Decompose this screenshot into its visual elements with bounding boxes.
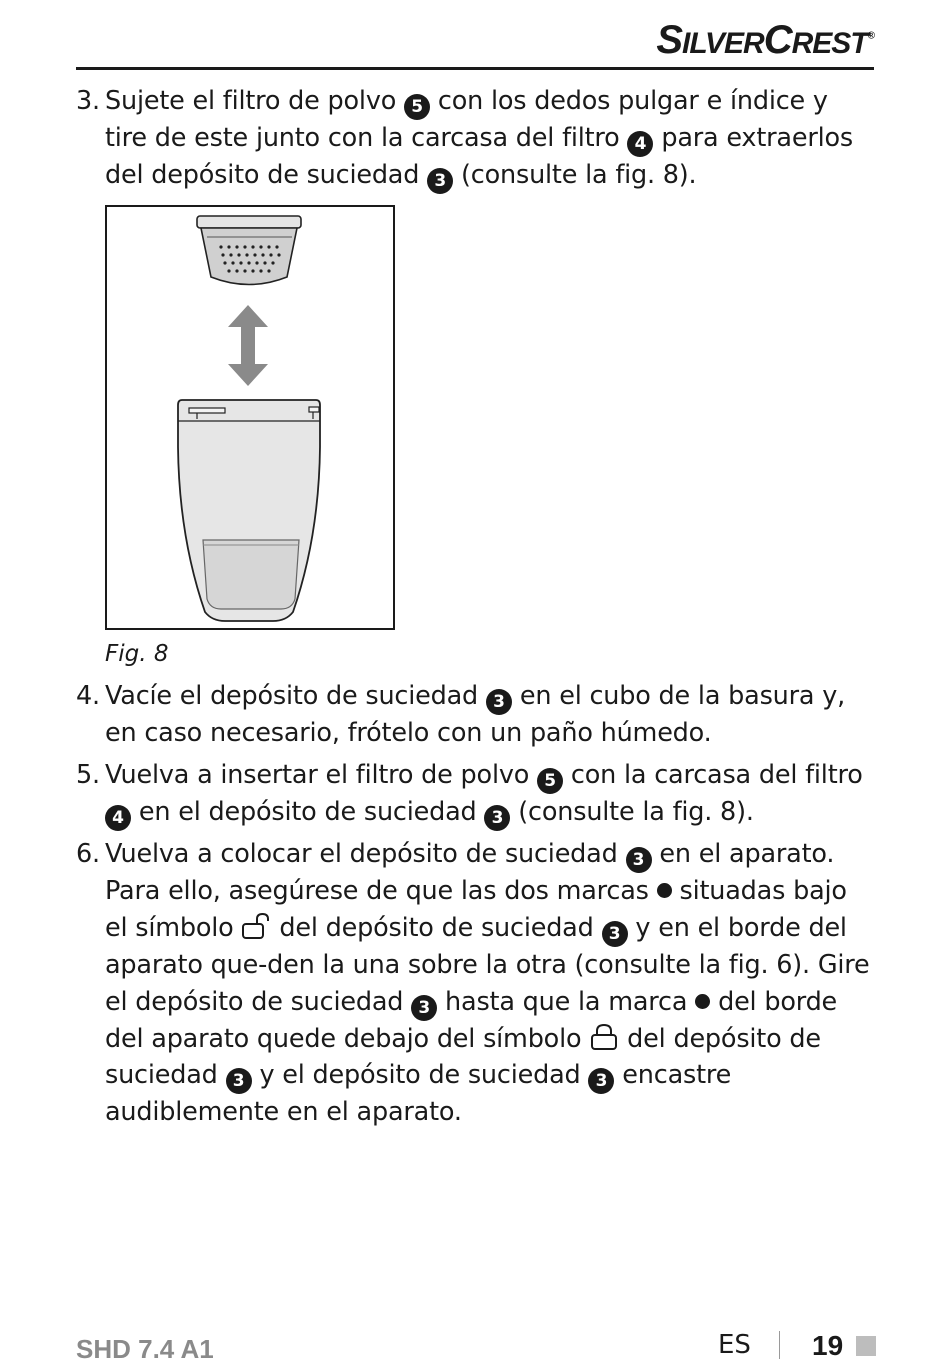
text-run: con los dedos pulgar e índice y tire de este junto con la carcasa del filtro [105, 86, 828, 153]
page-number: 19 [812, 1330, 844, 1361]
ref-badge: 3 [602, 921, 628, 947]
text-run: Vacíe el depósito de suciedad [105, 681, 486, 711]
ref-badge: 3 [484, 805, 510, 831]
header-rule [76, 67, 874, 70]
step-number: 3. [76, 86, 100, 116]
step-5 [76, 757, 876, 831]
step-number: 5. [76, 760, 100, 790]
step-3 [76, 83, 876, 194]
ref-badge: 4 [105, 805, 131, 831]
ref-badge: 3 [226, 1068, 252, 1094]
text-run: hasta que la marca [437, 986, 696, 1017]
text-run: y en el borde del aparato que-den la una sobre la otra (consulte la fig. 6). Gire el depósito de suciedad [105, 912, 870, 1017]
footer-language: ES [718, 1330, 751, 1360]
ref-badge: 4 [627, 131, 653, 157]
step-number: 6. [76, 839, 100, 869]
text-run: en el aparato. Para ello, asegúrese de que las dos marcas [105, 839, 835, 906]
text-run: Sujete el filtro de polvo [105, 86, 405, 116]
figure-8 [105, 205, 395, 630]
step-text [105, 836, 876, 1131]
text-run: del depósito de suciedad [271, 912, 602, 943]
ref-badge: 3 [427, 168, 453, 194]
text-run: en el depósito de suciedad [131, 797, 485, 827]
step-4 [76, 678, 876, 752]
text-run: (consulte la fig. 8). [453, 160, 697, 190]
page-marker-square [856, 1336, 876, 1356]
brand-logo [656, 18, 874, 63]
brand-letters: ILVER [682, 27, 764, 60]
step-text [105, 757, 876, 831]
step-number: 4. [76, 681, 100, 711]
footer-separator [779, 1331, 780, 1359]
brand-letters: REST [791, 27, 868, 60]
step-6 [76, 836, 876, 1131]
brand-letter: S [656, 18, 683, 62]
ref-badge: 5 [537, 768, 563, 794]
brand-letter: C [763, 18, 792, 62]
filter-removal-illustration [107, 207, 393, 628]
text-run: con la carcasa del filtro [563, 760, 863, 790]
text-run: encastre audiblemente en el aparato. [105, 1060, 732, 1128]
ref-badge: 3 [411, 995, 437, 1021]
ref-badge: 3 [588, 1068, 614, 1094]
figure-caption: Fig. 8 [105, 641, 169, 667]
unlock-icon [241, 912, 271, 940]
text-run: y el depósito de suciedad [251, 1060, 589, 1091]
text-run: Vuelva a colocar el depósito de suciedad [105, 839, 626, 869]
lock-icon [589, 1023, 619, 1051]
text-run: del borde del aparato quede debajo del símbolo [105, 986, 838, 1054]
text-run: del depósito de suciedad [105, 1023, 821, 1091]
mark-dot-icon [657, 883, 672, 898]
footer-model: SHD 7.4 A1 [76, 1334, 214, 1364]
ref-badge: 3 [626, 847, 652, 873]
ref-badge: 5 [404, 94, 430, 120]
text-run: para extraerlos del depósito de suciedad [105, 123, 853, 190]
mark-dot-icon [695, 994, 710, 1009]
text-run: en el cubo de la basura y, en caso necesario, frótelo con un paño húmedo. [105, 681, 846, 748]
step-text [105, 83, 876, 194]
registered-mark: ® [867, 30, 874, 42]
step-text [105, 678, 876, 752]
text-run: Vuelva a insertar el filtro de polvo [105, 760, 538, 790]
text-run: situadas bajo el símbolo [105, 876, 847, 943]
text-run: (consulte la fig. 8). [510, 797, 754, 827]
ref-badge: 3 [486, 689, 512, 715]
